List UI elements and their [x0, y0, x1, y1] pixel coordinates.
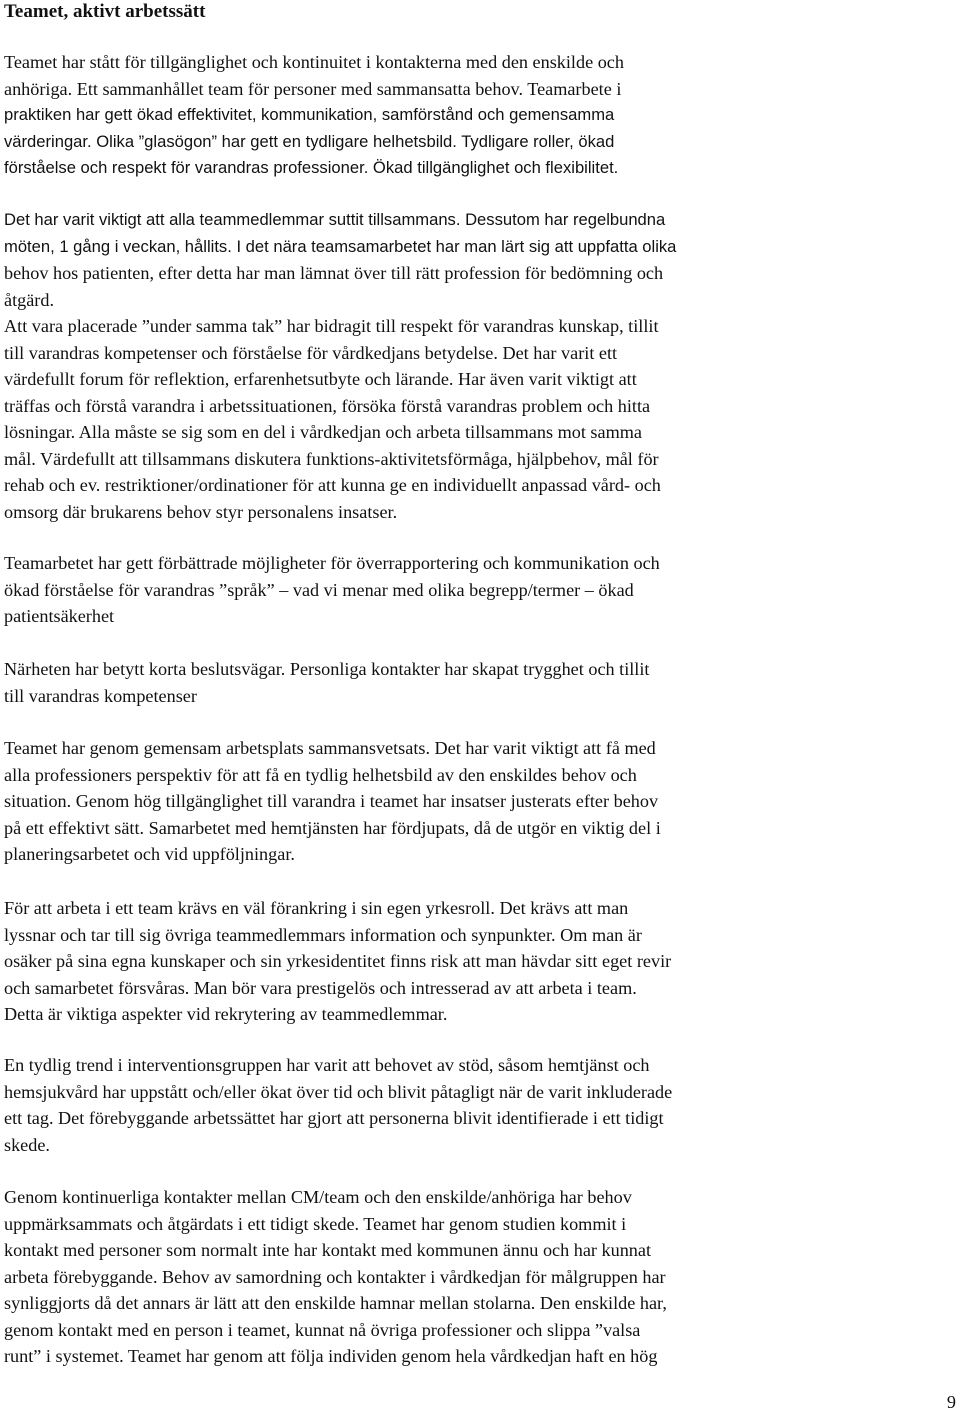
paragraph-line: uppmärksammats och åtgärdats i ett tidigt skede. Teamet har genom studien kommit i [4, 1213, 627, 1234]
paragraph-line: lösningar. Alla måste se sig som en del i vårdkedjan och arbeta tillsammans mot samma [4, 422, 642, 442]
paragraph-line: synliggjorts då det annars är lätt att den enskilde hamnar mellan stolarna. Den enskilde har, [4, 1293, 667, 1313]
paragraph-line: planeringsarbetet och vid uppföljningar. [4, 844, 295, 864]
paragraph-line: genom kontakt med en person i teamet, kunnat nå övriga professioner och slippa ”valsa [4, 1319, 641, 1340]
page-number: 9 [946, 1392, 956, 1412]
paragraph-line: omsorg där brukarens behov styr personalens insatser. [4, 501, 398, 522]
paragraph-line: hemsjukvård har uppstått och/eller ökat över tid och blivit påtagligt när de varit inkluderade [4, 1081, 673, 1102]
paragraph-line: alla professioners perspektiv för att få en tydlig helhetsbild av den enskildes behov och [4, 764, 637, 785]
paragraph-line: förståelse och respekt för varandras professioner. Ökad tillgänglighet och flexibilitet. [4, 158, 619, 177]
paragraph-line: runt” i systemet. Teamet har genom att följa individen genom hela vårdkedjan haft en hög [4, 1346, 658, 1366]
paragraph-line: rehab och ev. restriktioner/ordinationer för att kunna ge en individuellt anpassad vård- och [4, 475, 661, 495]
paragraph-line: anhöriga. Ett sammanhållet team för personer med sammansatta behov. Teamarbete i [4, 78, 622, 99]
paragraph-line: till varandras kompetenser [4, 685, 197, 706]
paragraph-line: Detta är viktiga aspekter vid rekrytering av teammedlemmar. [4, 1004, 448, 1024]
paragraph-line: Genom kontinuerliga kontakter mellan CM/team och den enskilde/anhöriga har behov [4, 1187, 632, 1207]
paragraph-line: och samarbetet försvåras. Man bör vara prestigelös och intresserad av att arbeta i team. [4, 977, 637, 998]
paragraph-3 [4, 550, 904, 630]
section-heading: Teamet, aktivt arbetssätt [4, 1, 206, 22]
paragraph-line: kontakt med personer som normalt inte har kontakt med kommunen ännu och har kunnat [4, 1240, 652, 1260]
paragraph-line: Närheten har betytt korta beslutsvägar. Personliga kontakter har skapat trygghet och tillit [4, 659, 650, 679]
paragraph-2 [4, 207, 904, 525]
paragraph-4 [4, 656, 904, 709]
paragraph-line: lyssnar och tar till sig övriga teammedlemmars information och synpunkter. Om man är [4, 924, 642, 945]
paragraph-line: mål. Värdefullt att tillsammans diskutera funktions-aktivitetsförmåga, hjälpbehov, mål för [4, 448, 659, 469]
paragraph-line: skede. [4, 1134, 50, 1155]
paragraph-line: till varandras kompetenser och förståelse för vårdkedjans betydelse. Det har varit ett [4, 342, 618, 363]
paragraph-1 [4, 49, 904, 182]
paragraph-line: träffas och förstå varandra i arbetssituationen, försöka förstå varandras problem och hitta [4, 395, 651, 416]
paragraph-line: behov hos patienten, efter detta har man lämnat över till rätt profession för bedömning och [4, 263, 664, 283]
paragraph-line: värderingar. Olika ”glasögon” har gett en tydligare helhetsbild. Tydligare roller, ökad [4, 131, 615, 151]
paragraph-line: praktiken har gett ökad effektivitet, kommunikation, samförstånd och gemensamma [4, 105, 615, 124]
paragraph-line: För att arbeta i ett team krävs en väl förankring i sin egen yrkesroll. Det krävs att man [4, 898, 629, 918]
paragraph-line: Att vara placerade ”under samma tak” har bidragit till respekt för varandras kunskap, tillit [4, 316, 659, 336]
paragraph-line: Teamet har genom gemensam arbetsplats sammansvetsats. Det har varit viktigt att få med [4, 738, 656, 758]
paragraph-line: möten, 1 gång i veckan, hållits. I det nära teamsamarbetet har man lärt sig att uppfatta olika [4, 236, 677, 256]
paragraph-7 [4, 1052, 904, 1158]
paragraph-line: åtgärd. [4, 289, 54, 310]
paragraph-line: patientsäkerhet [4, 606, 115, 626]
paragraph-line: Teamarbetet har gett förbättrade möjligheter för överrapportering och kommunikation och [4, 553, 660, 573]
paragraph-line: Teamet har stått för tillgänglighet och kontinuitet i kontakterna med den enskilde och [4, 52, 624, 72]
paragraph-line: värdefullt forum för reflektion, erfarenhetsutbyte och lärande. Har även varit viktigt att [4, 369, 637, 389]
paragraph-line: ökad förståelse för varandras ”språk” – vad vi menar med olika begrepp/termer – ökad [4, 579, 634, 600]
paragraph-line: En tydlig trend i interventionsgruppen har varit att behovet av stöd, såsom hemtjänst och [4, 1055, 650, 1075]
paragraph-line: arbeta förebyggande. Behov av samordning och kontakter i vårdkedjan för målgruppen har [4, 1266, 666, 1287]
paragraph-line: osäker på sina egna kunskaper och sin yrkesidentitet finns risk att man hävdar sitt eget revir [4, 951, 672, 971]
paragraph-line: situation. Genom hög tillgänglighet till varandra i teamet har insatser justerats efter behov [4, 791, 659, 811]
paragraph-8 [4, 1184, 904, 1370]
paragraph-5 [4, 735, 904, 868]
paragraph-line: på ett effektivt sätt. Samarbetet med hemtjänsten har fördjupats, då de utgör en viktig del i [4, 817, 661, 838]
paragraph-line: Det har varit viktigt att alla teammedlemmar suttit tillsammans. Dessutom har regelbundna [4, 210, 666, 229]
paragraph-6 [4, 895, 904, 1028]
paragraph-line: ett tag. Det förebyggande arbetssättet har gjort att personerna blivit identifierade i ett tidigt [4, 1108, 664, 1128]
